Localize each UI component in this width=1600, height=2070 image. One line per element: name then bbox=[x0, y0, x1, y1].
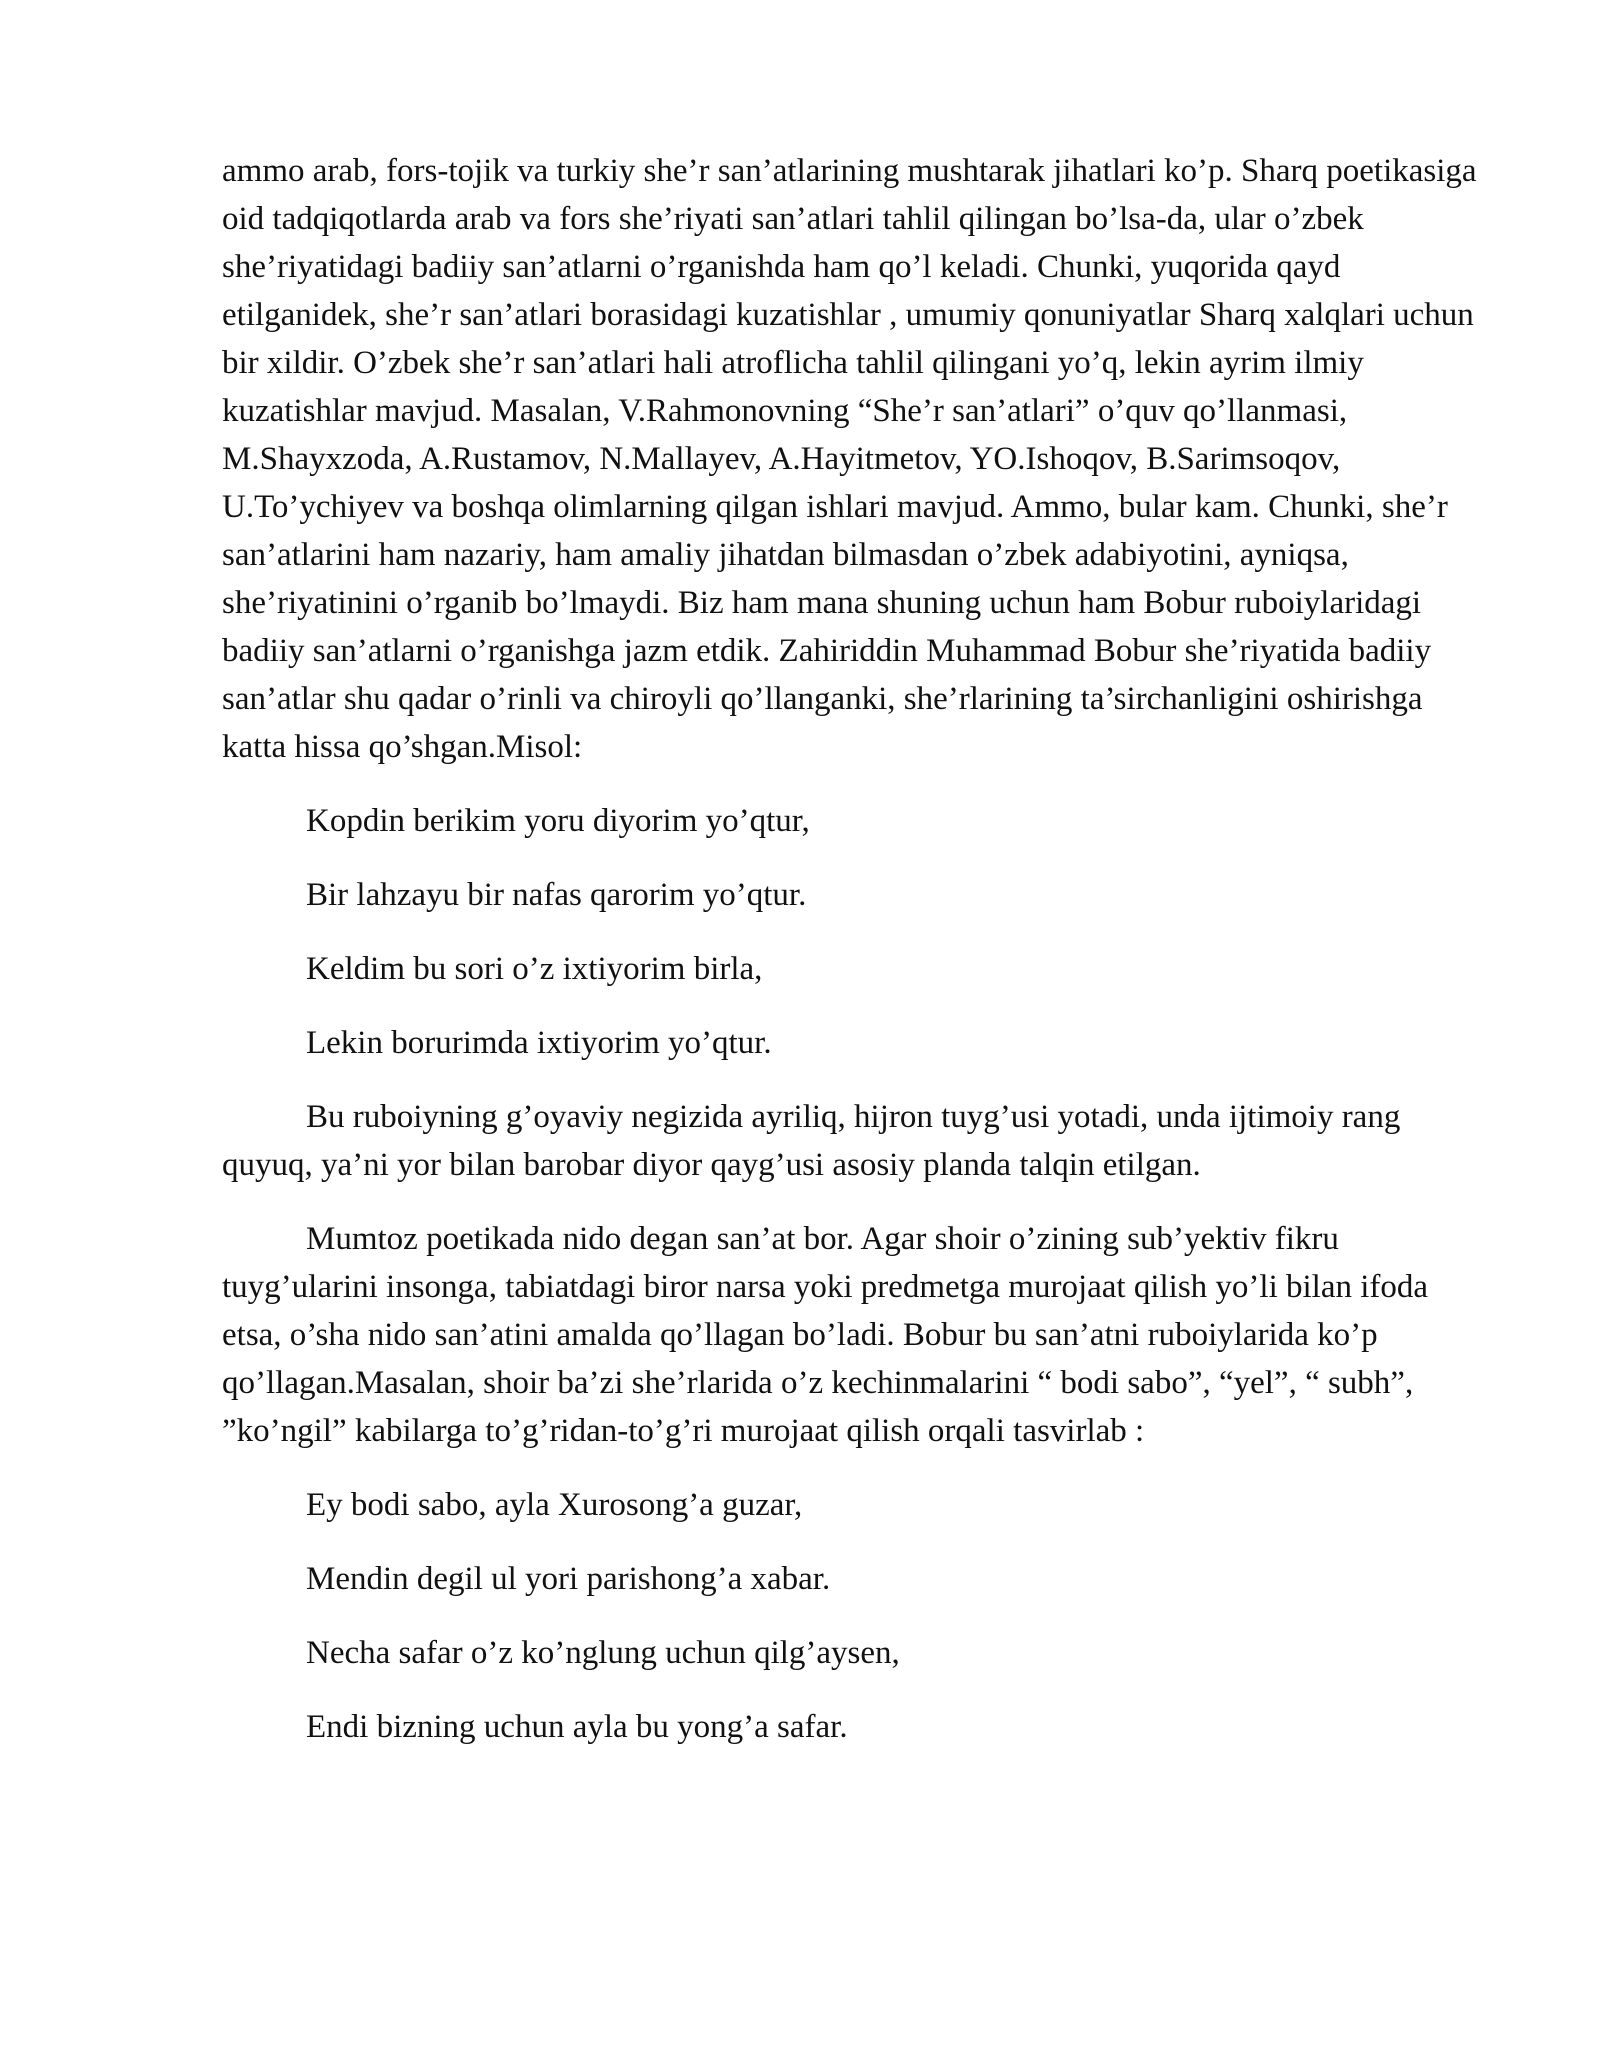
verse-line: Kopdin berikim yoru diyorim yo’qtur, bbox=[306, 803, 810, 839]
verse-quatrain-2 bbox=[222, 1481, 1492, 1751]
body-paragraph-2: Bu ruboiyning g’oyaviy negizida ayriliq, hijron tuyg’usi yotadi, unda ijtimoiy rang quyuq, ya’ni yor bilan barobar diyor qayg’usi asosiy planda talqin etilgan. bbox=[222, 1099, 1401, 1183]
verse-quatrain-1 bbox=[222, 797, 1492, 1067]
body-paragraph-3: Mumtoz poetikada nido degan san’at bor. Agar shoir o’zining sub’yektiv fikru tuyg’ularini insonga, tabiatdagi biror narsa yoki predmetga murojaat qilish yo’li bilan ifoda etsa, o’sha nido san’atini amalda qo’llagan bo’ladi. Bobur bu san’atni ruboiylarida ko’p qo’llagan.Masalan, shoir ba’zi she’rlarida o’z kechinmalarini “ bodi sabo”, “yel”, “ subh”, ”ko’ngil” kabilarga to’g’ridan-to’g’ri murojaat qilish orqali tasvirlab : bbox=[222, 1221, 1429, 1449]
body-paragraph-1: ammo arab, fors-tojik va turkiy she’r san’atlarining mushtarak jihatlari ko’p. Sharq poetikasiga oid tadqiqotlarda arab va fors she’riyati san’atlari tahlil qilingan bo’lsa-da, ular o’zbek she’riyatidagi badiiy san’atlarni o’rganishda ham qo’l keladi. Chunki, yuqorida qayd etilganidek, she’r san’atlari borasidagi kuzatishlar , umumiy qonuniyatlar Sharq xalqlari uchun bir xildir. O’zbek she’r san’atlari hali atroflicha tahlil qilingani yo’q, lekin ayrim ilmiy kuzatishlar mavjud. Masalan, V.Rahmonovning “She’r san’atlari” o’quv qo’llanmasi, M.Shayxzoda, A.Rustamov, N.Mallayev, A.Hayitmetov, YO.Ishoqov, B.Sarimsoqov, U.To’ychiyev va boshqa olimlarning qilgan ishlari mavjud. Ammo, bular kam. Chunki, she’r san’atlarini ham nazariy, ham amaliy jihatdan bilmasdan o’zbek adabiyotini, ayniqsa, she’riyatinini o’rganib bo’lmaydi. Biz ham mana shuning uchun ham Bobur ruboiylaridagi badiiy san’atlarni o’rganishga jazm etdik. Zahiriddin Muhammad Bobur she’riyatida badiiy san’atlar shu qadar o’rinli va chiroyli qo’llanganki, she’rlarining ta’sirchanligini oshirishga katta hissa qo’shgan.Misol: bbox=[222, 153, 1477, 765]
verse-line: Necha safar o’z ko’nglung uchun qilg’aysen, bbox=[306, 1635, 900, 1671]
verse-line: Mendin degil ul yori parishong’a xabar. bbox=[306, 1561, 831, 1597]
verse-line: Keldim bu sori o’z ixtiyorim birla, bbox=[306, 951, 763, 987]
verse-line: Lekin borurimda ixtiyorim yo’qtur. bbox=[306, 1025, 772, 1061]
verse-line: Bir lahzayu bir nafas qarorim yo’qtur. bbox=[306, 877, 807, 913]
document-page bbox=[222, 147, 1492, 1751]
verse-line: Endi bizning uchun ayla bu yong’a safar. bbox=[306, 1709, 848, 1745]
verse-line: Ey bodi sabo, ayla Xurosong’a guzar, bbox=[306, 1487, 803, 1523]
